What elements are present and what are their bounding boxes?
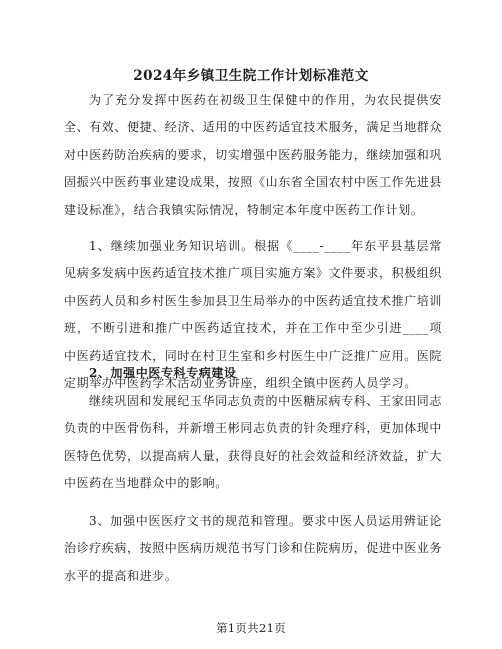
paragraph-records: 3、加强中医医疗文书的规范和管理。要求中医人员运用辨证论治诊疗疾病，按照中医病历规范书写门诊和住院病历，促进中医业务水平的提高和进步。 [64,514,443,583]
paragraph-training: 1、继续加强业务知识培训。根据《____-____年东平县基层常见病多发病中医药适宜技术推广项目实施方案》文件要求，积极组织中医药人员和乡村医生参加县卫生局举办的中医药适宜技术推广培训班，不断引进和推广中医药适宜技术，并在工作中至少引进____项中医药适宜技术，同时在村卫生室和乡村医生中广泛推广应用。医院定期举办中医药学术活动业务讲座，组织全镇中医药人员学习。 [64,239,443,391]
document-title: 2024年乡镇卫生院工作计划标准范文 [133,68,369,84]
paragraph-intro: 为了充分发挥中医药在初级卫生保健中的作用，为农民提供安全、有效、便捷、经济、适用的中医药适宜技术服务，满足当地群众对中医药防治疾病的要求，切实增强中医药服务能力，继续加强和巩固振兴中医药事业建设成果，按照《山东省全国农村中医工作先进县建设标准》，结合我镇实际情况，特制定本年度中医药工作计划。 [64,93,443,217]
section-heading-specialty: 2、加强中医专科专病建设 [89,366,237,380]
page-footer: 第1页共21页 [215,621,287,635]
paragraph-specialty: 继续巩固和发展纪玉华同志负责的中医糖尿病专科、王家田同志负责的中医骨伤科，并新增王彬同志负责的针灸理疗科，更加体现中医特色优势，以提高病人量，获得良好的社会效益和经济效益，扩大中医药在当地群众中的影响。 [64,394,443,491]
